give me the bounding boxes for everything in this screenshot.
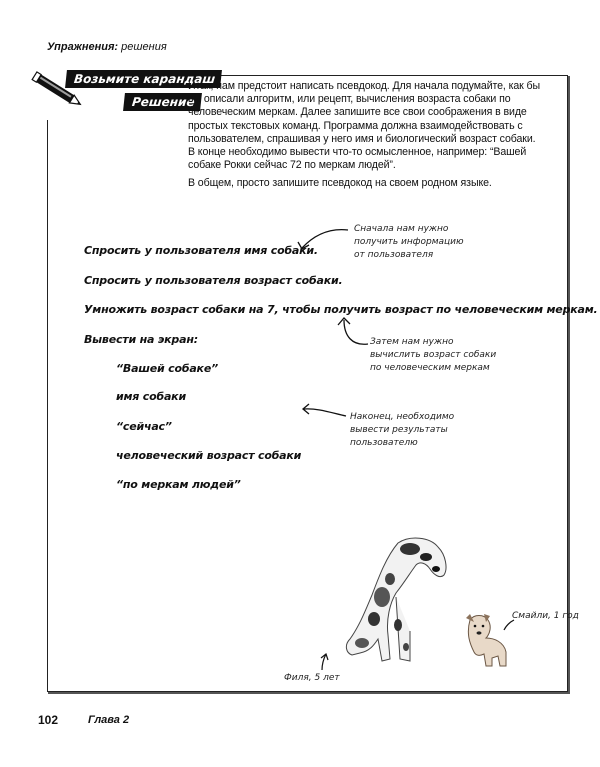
sharpen-pencil-badge bbox=[28, 66, 216, 120]
note-line: Наконец, необходимо bbox=[350, 412, 455, 422]
section-header bbox=[47, 41, 167, 53]
note-line: вычислить возраст собаки bbox=[370, 350, 497, 360]
intro-text bbox=[188, 80, 544, 196]
section-header-subtitle: решения bbox=[121, 41, 167, 53]
chapter-label: Глава 2 bbox=[88, 714, 130, 726]
badge-title: Возьмите карандаш bbox=[65, 70, 222, 88]
annotation-note-1 bbox=[354, 223, 464, 262]
intro-paragraph: Итак, нам предстоит написать псевдокод. Для начала подумайте, как бы вы описали алгоритм, или рецепт, вычисления возраста собаки по человеческим меркам. Далее запишите все свои соображения в виде простых текстовых команд. Программа должна взаимодействовать с пользователем, спрашивая у него имя и биологический возраст собаки. В конце необходимо вывести что-то осмысленное, например: “Вашей собаке Рокки сейчас 72 по меркам людей”. bbox=[188, 80, 541, 172]
note-line: вывести результаты bbox=[350, 425, 448, 435]
big-dog-caption: Филя, 5 лет bbox=[284, 673, 340, 683]
note-line: по человеческим меркам bbox=[370, 363, 490, 373]
note-line: пользователю bbox=[350, 438, 418, 448]
solution-step-2: Спросить у пользователя возраст собаки. bbox=[84, 274, 343, 287]
solution-step-3: Умножить возраст собаки на 7, чтобы получить возраст по человеческим меркам. bbox=[84, 303, 598, 316]
arrow-icon bbox=[500, 618, 516, 634]
note-line: получить информацию bbox=[354, 237, 464, 247]
output-item: “по меркам людей” bbox=[116, 478, 241, 491]
output-item: “Вашей собаке” bbox=[116, 362, 218, 375]
arrow-icon bbox=[330, 314, 370, 350]
output-item: человеческий возраст собаки bbox=[116, 449, 302, 462]
section-header-title: Упражнения: bbox=[47, 41, 119, 53]
note-line: Затем нам нужно bbox=[370, 337, 454, 347]
output-item: имя собаки bbox=[116, 390, 186, 403]
great-dane-image bbox=[330, 535, 480, 670]
intro-paragraph: В общем, просто запишите псевдокод на своем родном языке. bbox=[188, 177, 492, 190]
puppy-caption: Смайли, 1 год bbox=[512, 611, 579, 621]
arrow-icon bbox=[290, 226, 350, 256]
output-item: “сейчас” bbox=[116, 420, 172, 433]
annotation-note-2 bbox=[370, 336, 496, 375]
solution-step-4: Вывести на экран: bbox=[84, 333, 198, 346]
page-number: 102 bbox=[38, 713, 59, 727]
note-line: Сначала нам нужно bbox=[354, 224, 449, 234]
solution-step-1: Спросить у пользователя имя собаки. bbox=[84, 244, 318, 257]
arrow-icon bbox=[298, 400, 348, 424]
annotation-note-3 bbox=[350, 411, 454, 450]
arrow-icon bbox=[314, 652, 330, 672]
badge-subtitle: Решение bbox=[123, 93, 202, 111]
note-line: от пользователя bbox=[354, 250, 434, 260]
